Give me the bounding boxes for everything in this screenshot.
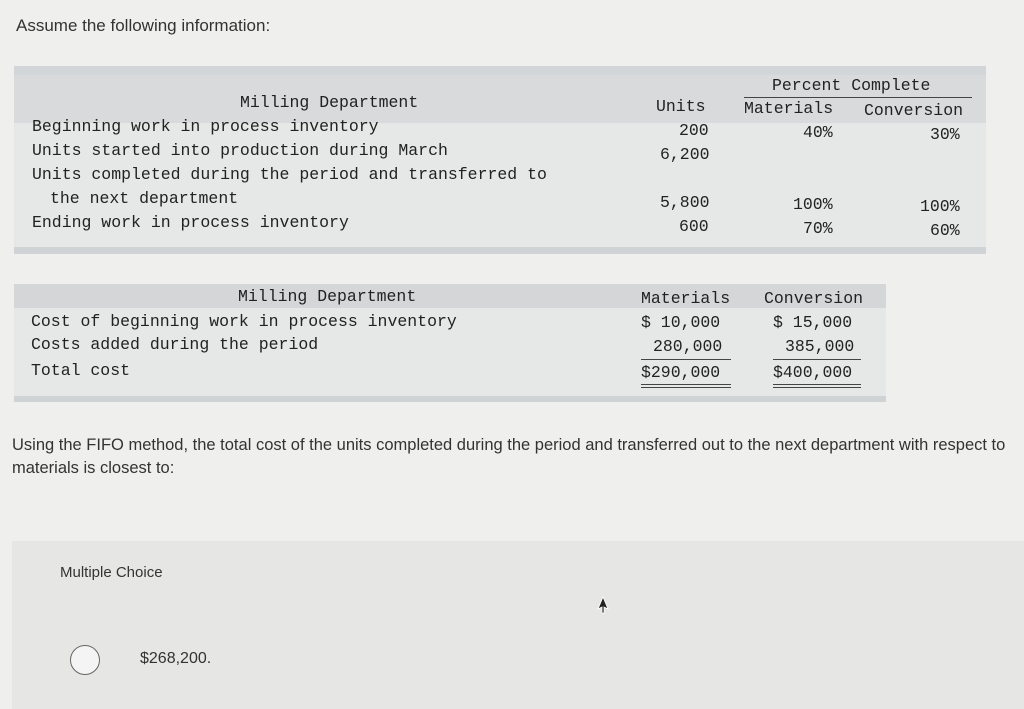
table-top-bar — [14, 66, 986, 75]
row-materials-cost: 280,000 — [653, 337, 723, 356]
question-text: Using the FIFO method, the total cost of the units completed during the period and transferred out to the next department with respect to materials is closest to: — [12, 436, 1006, 477]
header-materials: Materials — [641, 289, 731, 308]
header-percent-complete: Percent Complete — [772, 76, 931, 95]
table-header-band — [14, 284, 886, 308]
costs-table — [14, 284, 886, 402]
multiple-choice-panel — [12, 541, 1024, 709]
row-units: 5,800 — [660, 193, 710, 212]
table-bottom-bar — [14, 247, 986, 254]
row-label-continued: the next department — [50, 189, 239, 208]
row-conversion-pct: 30% — [930, 125, 960, 144]
row-label: Cost of beginning work in process inventory — [31, 312, 457, 331]
row-materials-pct: 40% — [803, 123, 833, 142]
header-underline — [744, 97, 972, 98]
row-conversion-cost: 385,000 — [785, 337, 855, 356]
row-conversion-cost: $400,000 — [773, 363, 853, 382]
row-label: Total cost — [31, 361, 131, 380]
option-radio-button[interactable] — [70, 645, 100, 675]
multiple-choice-title: Multiple Choice — [60, 564, 163, 581]
row-materials-pct: 100% — [793, 195, 833, 214]
row-materials-cost: $290,000 — [641, 363, 721, 382]
row-materials-pct: 70% — [803, 219, 833, 238]
row-units: 600 — [679, 217, 709, 236]
row-label: Units started into production during March — [32, 141, 448, 160]
subtotal-rule-conversion — [773, 359, 861, 360]
option-label[interactable]: $268,200. — [140, 650, 212, 667]
total-double-rule-conversion-2 — [773, 387, 861, 388]
row-materials-cost: $ 10,000 — [641, 313, 721, 332]
row-label: Ending work in process inventory — [32, 213, 349, 232]
units-table — [14, 66, 986, 254]
header-milling-department: Milling Department — [240, 93, 419, 112]
row-conversion-pct: 60% — [930, 221, 960, 240]
row-label: Costs added during the period — [31, 335, 319, 354]
row-units: 200 — [679, 121, 709, 140]
total-double-rule-materials — [641, 384, 731, 385]
header-units: Units — [656, 97, 706, 116]
total-double-rule-conversion — [773, 384, 861, 385]
total-double-rule-materials-2 — [641, 387, 731, 388]
header-conversion: Conversion — [764, 289, 864, 308]
row-label: Units completed during the period and transferred to — [32, 165, 547, 184]
header-materials: Materials — [744, 99, 834, 118]
row-label: Beginning work in process inventory — [32, 117, 379, 136]
mouse-cursor-icon — [596, 596, 610, 621]
subtotal-rule-materials — [641, 359, 731, 360]
row-conversion-cost: $ 15,000 — [773, 313, 853, 332]
intro-text: Assume the following information: — [16, 16, 271, 35]
header-conversion: Conversion — [864, 101, 964, 120]
row-units: 6,200 — [660, 145, 710, 164]
header-milling-department: Milling Department — [238, 287, 417, 306]
table-bottom-bar — [14, 396, 886, 402]
row-conversion-pct: 100% — [920, 197, 960, 216]
